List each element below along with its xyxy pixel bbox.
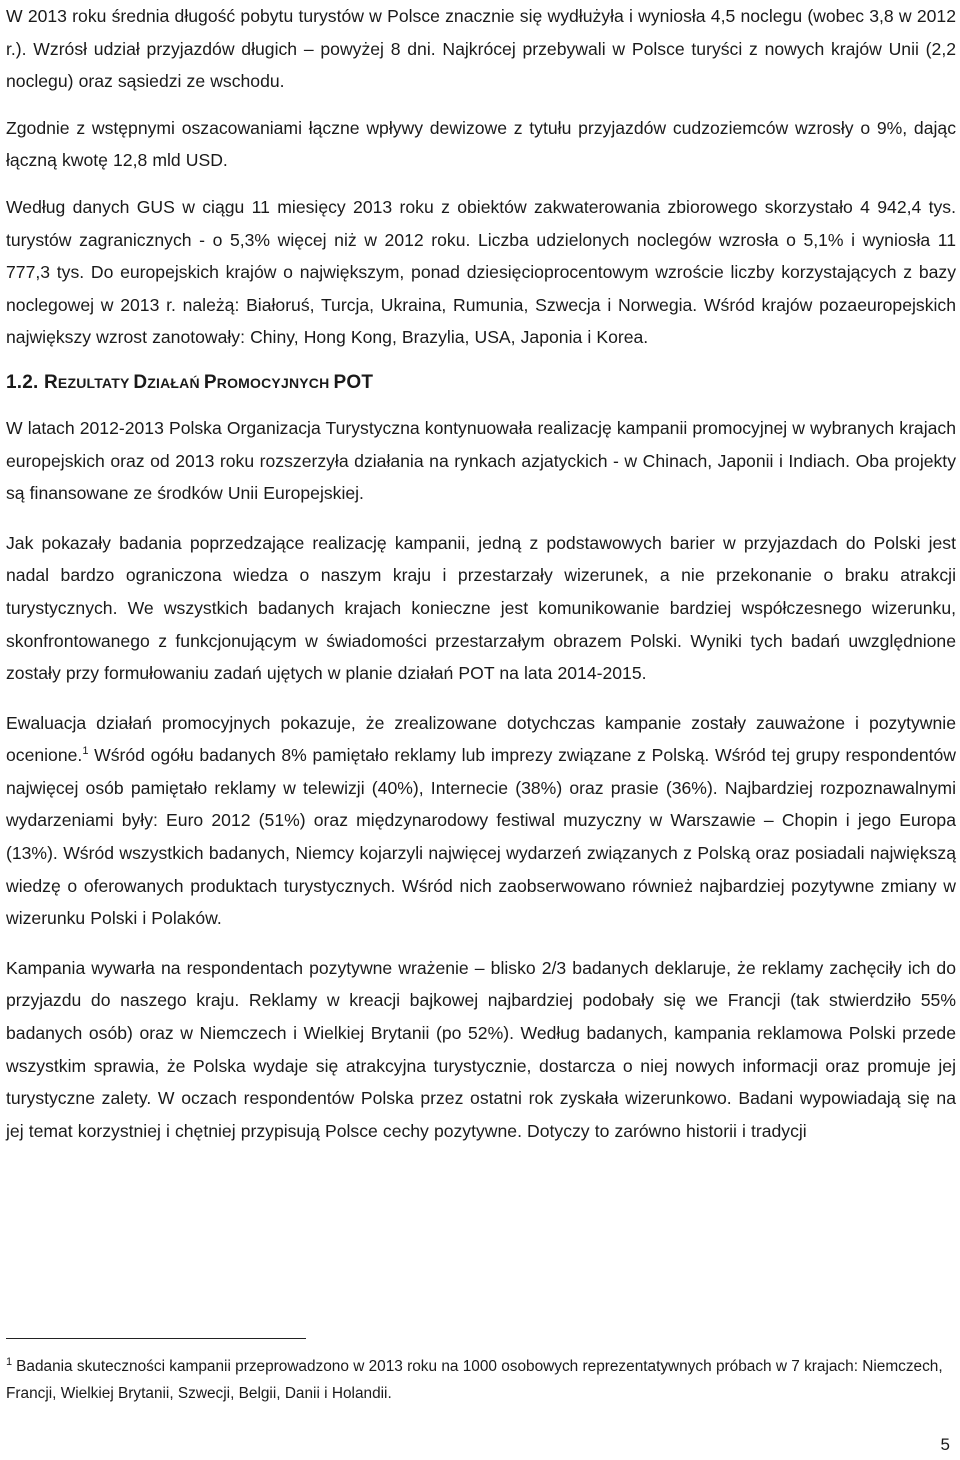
section-title-rest-3: ROMOCYJNYCH	[216, 374, 334, 391]
document-page	[6, 0, 956, 1460]
footnote-marker: 1	[6, 1355, 13, 1368]
evaluation-text-rest: Wśród ogółu badanych 8% pamiętało reklamy lub imprezy związane z Polską. Wśród tej grupy respondentów najwięcej osób pamiętało reklamy w telewizji (40%), Internecie (38%) oraz prasie (36%). Najbardziej rozpoznawalnymi wydarzeniami były: Euro 2012 (51%) oraz międzynarodowy festiwal muzyczny w Warszawie – Chopin i jego Europa (13%). Wśród wszystkich badanych, Niemcy kojarzyli najwięcej wydarzeń związanych z Polską oraz posiadali największą wiedzę o oferowanych produktach turystycznych. Wśród nich zaobserwowano również najbardziej pozytywne zmiany w wizerunku Polski i Polaków.	[6, 745, 956, 929]
paragraph-stay-length: W 2013 roku średnia długość pobytu turystów w Polsce znacznie się wydłużyła i wyniosła 4,5 noclegu (wobec 3,8 w 2012 r.). Wzrósł udział przyjazdów długich – powyżej 8 dni. Najkrócej przebywali w Polsce turyści z nowych krajów Unii (2,2 noclegu) oraz sąsiedzi ze wschodu.	[6, 6, 956, 92]
section-heading	[6, 368, 956, 398]
section-title-d: D	[133, 371, 148, 393]
paragraph-gus-data: Według danych GUS w ciągu 11 miesięcy 2013 roku z obiektów zakwaterowania zbiorowego skorzystało 4 942,4 tys. turystów zagranicznych - o 5,3% więcej niż w 2012 roku. Liczba udzielonych noclegów wzrosła o 5,1% i wyniosła 11 777,3 tys. Do europejskich krajów o największym, ponad dziesięcioprocentowym wzroście liczby korzystających z bazy noclegowej w 2013 r. należą: Białoruś, Turcja, Ukraina, Rumunia, Szwecja i Norwegia. Wśród krajów pozaeuropejskich największy wzrost zanotowały: Chiny, Hong Kong, Brazylia, USA, Japonia i Korea.	[6, 196, 956, 348]
paragraph-currency-income: Zgodnie z wstępnymi oszacowaniami łączne wpływy dewizowe z tytułu przyjazdów cudzoziemców wzrosły o 9%, dając łączną kwotę 12,8 mld USD.	[6, 117, 956, 171]
section-title-p: P	[203, 371, 217, 393]
paragraph-campaign-impression: Kampania wywarła na respondentach pozytywne wrażenie – blisko 2/3 badanych deklaruje, że reklamy zachęciły ich do przyjazdu do naszego kraju. Reklamy w kreacji bajkowej najbardziej podobały się we Francji (tak stwierdziło 55% badanych osób) oraz w Niemczech i Wielkiej Brytanii (po 52%). Według badanych, kampania reklamowa Polski przede wszystkim sprawia, że Polska wydaje się atrakcyjna turystycznie, dostarcza o niej nowych informacji oraz promuje jej turystyczne zalety. W oczach respondentów Polska przez ostatni rok zyskała wizerunkowo. Badani wypowiadają się na jej temat korzystniej i chętniej przypisują Polsce cechy pozytywne. Dotyczy to zarówno historii i tradycji	[6, 957, 956, 1141]
section-number: 1.2.	[6, 371, 39, 393]
footnote-reference[interactable]: 1	[82, 745, 89, 758]
footnote-text: Badania skuteczności kampanii przeprowadzono w 2013 roku na 1000 osobowych reprezentatywnych próbach w 7 krajach: Niemczech, Francji, Wielkiej Brytanii, Szwecji, Belgii, Danii i Holandii.	[6, 1358, 943, 1402]
evaluation-text-start: Ewaluacja działań promocyjnych pokazuje, że zrealizowane dotychczas kampanie zostały zauważone i pozytywnie ocenione.	[6, 712, 956, 766]
section-title-acronym: POT	[333, 371, 374, 393]
paragraph-campaign-intro: W latach 2012-2013 Polska Organizacja Turystyczna kontynuowała realizację kampanii promocyjnej w wybranych krajach europejskich oraz od 2013 roku rozszerzyła działania na rynkach azjatyckich - w Chinach, Japonii i Indiach. Oba projekty są finansowane ze środków Unii Europejskiej.	[6, 417, 956, 504]
page-number: 5	[940, 1435, 950, 1454]
section-title-r: R	[43, 371, 58, 393]
footnote	[6, 1353, 956, 1407]
section-title-rest-1: EZULTATY	[57, 374, 134, 391]
paragraph-research-barriers: Jak pokazały badania poprzedzające realizację kampanii, jedną z podstawowych barier w przyjazdach do Polski jest nadal bardzo ograniczona wiedza o naszym kraju i przestarzały wizerunek, a nie przekonanie o braku atrakcji turystycznych. We wszystkich badanych krajach konieczne jest komunikowanie bardziej współczesnego wizerunku, skonfrontowanego z funkcjonującym w świadomości przestarzałym obrazem Polski. Wyniki tych badań uwzględnione zostały przy formułowaniu zadań ujętych w planie działań POT na lata 2014-2015.	[6, 532, 956, 684]
section-title-rest-2: ZIAŁAŃ	[147, 374, 204, 391]
paragraph-evaluation	[6, 707, 956, 935]
footnote-separator	[6, 1338, 306, 1339]
